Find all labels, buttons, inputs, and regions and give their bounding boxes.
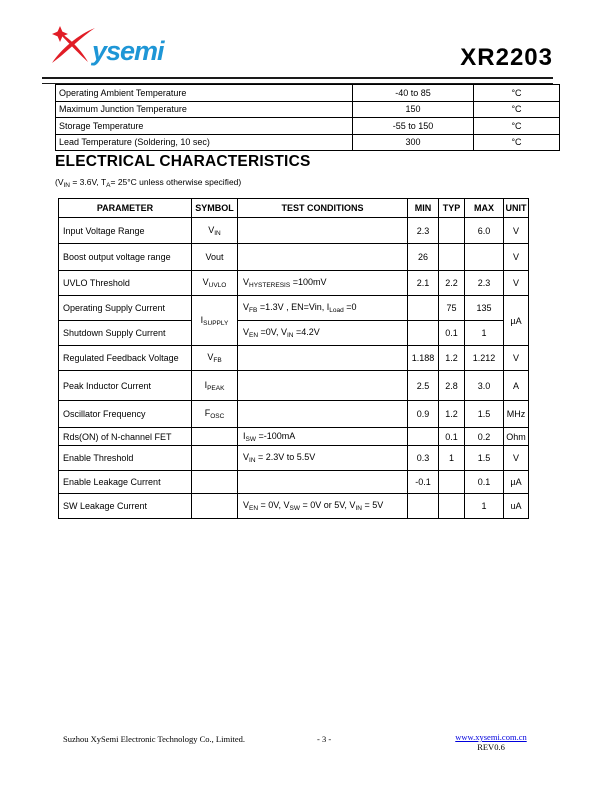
part-number: XR2203 [460,44,553,71]
typ-cell: 1 [439,446,465,471]
abs-unit-cell: °C [474,134,560,151]
max-cell: 1 [465,494,504,519]
max-cell [465,244,504,271]
website-link[interactable]: www.xysemi.com.cn [455,732,527,742]
table-row [59,494,529,519]
conditions-cell [238,346,408,371]
conditions-cell: $V_{FB} =1.3V$ , EN=Vin, $I_{Load} =0$ [238,296,408,321]
abs-value-cell: -40 to 85 [353,85,474,102]
table-row [56,118,560,135]
min-cell: 1.188 [408,346,439,371]
conditions-cell [238,401,408,428]
max-cell: 0.1 [465,471,504,494]
min-cell: 0.3 [408,446,439,471]
column-header: TYP [439,199,465,218]
abs-param-cell: Maximum Junction Temperature [56,101,353,118]
max-cell: 135 [465,296,504,321]
min-cell: 2.1 [408,271,439,296]
abs-unit-cell: °C [474,85,560,102]
conditions-cell: $V_{EN} =0V$, $V_{IN} =4.2V$ [238,321,408,346]
parameter-cell: Oscillator Frequency [59,401,192,428]
conditions-cell: $V_{IN} = 2.3V$ to 5.5V [238,446,408,471]
abs-param-cell: Operating Ambient Temperature [56,85,353,102]
ec-table-body [59,218,529,519]
abs-value-cell: -55 to 150 [353,118,474,135]
unit-cell: V [504,244,529,271]
unit-cell: µA [504,471,529,494]
conditions-cell [238,244,408,271]
unit-cell: MHz [504,401,529,428]
table-row [59,321,529,346]
xysemi-logo-x-icon [49,26,97,66]
column-header: MAX [465,199,504,218]
absolute-maximum-ratings-table [55,84,560,151]
parameter-cell: Input Voltage Range [59,218,192,244]
table-row [59,471,529,494]
min-cell: 0.9 [408,401,439,428]
parameter-cell: Rds(ON) of N-channel FET [59,428,192,446]
typ-cell [439,218,465,244]
symbol-cell: Vout [192,244,238,271]
column-header: MIN [408,199,439,218]
typ-cell [439,244,465,271]
conditions-cell: $V_{HYSTERESIS} =100mV$ [238,271,408,296]
typ-cell [439,471,465,494]
min-cell [408,321,439,346]
conditions-cell: $V_{EN} = 0V$, $V_{SW} = 0V$ or 5V, $V_{IN} = 5V$ [238,494,408,519]
column-header: PARAMETER [59,199,192,218]
max-cell: 6.0 [465,218,504,244]
column-header: TEST CONDITIONS [238,199,408,218]
header-rule [42,77,553,84]
min-cell: -0.1 [408,471,439,494]
table-row [59,428,529,446]
min-cell: 26 [408,244,439,271]
table-row [59,401,529,428]
table-row [59,296,529,321]
table-row [56,134,560,151]
table-row [59,218,529,244]
conditions-cell [238,471,408,494]
table-row [59,244,529,271]
unit-cell: A [504,371,529,401]
column-header: UNIT [504,199,529,218]
unit-cell: V [504,218,529,244]
unit-cell: µA [504,296,529,346]
parameter-cell: Operating Supply Current [59,296,192,321]
symbol-cell: $F_{OSC}$ [192,401,238,428]
symbol-cell [192,428,238,446]
max-cell: 1.5 [465,401,504,428]
max-cell: 1.212 [465,346,504,371]
typ-cell: 2.8 [439,371,465,401]
unit-cell: uA [504,494,529,519]
table-row [59,346,529,371]
unit-cell: V [504,346,529,371]
symbol-cell: $I_{SUPPLY}$ [192,296,238,346]
symbol-cell: $V_{FB}$ [192,346,238,371]
abs-unit-cell: °C [474,101,560,118]
section-subtitle: ($V_{IN} = 3.6V$, $T_A= 25^\circ C$ unless otherwise specified) [55,177,242,189]
abs-value-cell: 300 [353,134,474,151]
max-cell: 2.3 [465,271,504,296]
symbol-cell: $V_{IN}$ [192,218,238,244]
symbol-cell: $I_{PEAK}$ [192,371,238,401]
symbol-cell [192,471,238,494]
electrical-characteristics-table [58,198,529,519]
parameter-cell: Enable Leakage Current [59,471,192,494]
table-row [59,446,529,471]
typ-cell: 0.1 [439,321,465,346]
footer-company: Suzhou XySemi Electronic Technology Co., Limited. [63,734,245,744]
unit-cell: V [504,271,529,296]
footer-page-number: - 3 - [317,734,332,744]
abs-unit-cell: °C [474,118,560,135]
max-cell: 1.5 [465,446,504,471]
symbol-cell: $V_{UVLO}$ [192,271,238,296]
parameter-cell: Regulated Feedback Voltage [59,346,192,371]
typ-cell: 0.1 [439,428,465,446]
min-cell [408,494,439,519]
symbol-cell [192,446,238,471]
conditions-cell: $I_{SW} =-100mA$ [238,428,408,446]
table-row [56,101,560,118]
min-cell: 2.5 [408,371,439,401]
unit-cell: Ohm [504,428,529,446]
parameter-cell: Shutdown Supply Current [59,321,192,346]
table-header-row [59,199,529,218]
xysemi-logo [49,26,164,66]
table-row [59,271,529,296]
abs-param-cell: Storage Temperature [56,118,353,135]
table-row [59,371,529,401]
abs-param-cell: Lead Temperature (Soldering, 10 sec) [56,134,353,151]
logo-wordmark: ysemi [92,36,164,66]
parameter-cell: Peak Inductor Current [59,371,192,401]
unit-cell: V [504,446,529,471]
min-cell: 2.3 [408,218,439,244]
parameter-cell: Enable Threshold [59,446,192,471]
symbol-cell [192,494,238,519]
conditions-cell [238,371,408,401]
section-title: ELECTRICAL CHARACTERISTICS [55,153,311,170]
table-row [56,85,560,102]
parameter-cell: SW Leakage Current [59,494,192,519]
parameter-cell: UVLO Threshold [59,271,192,296]
typ-cell [439,494,465,519]
revision-label: REV0.6 [477,742,505,752]
parameter-cell: Boost output voltage range [59,244,192,271]
max-cell: 3.0 [465,371,504,401]
ec-table-header [59,199,529,218]
column-header: SYMBOL [192,199,238,218]
typ-cell: 2.2 [439,271,465,296]
typ-cell: 75 [439,296,465,321]
typ-cell: 1.2 [439,346,465,371]
conditions-cell [238,218,408,244]
min-cell [408,296,439,321]
footer-right-block [452,732,530,752]
typ-cell: 1.2 [439,401,465,428]
abs-value-cell: 150 [353,101,474,118]
max-cell: 0.2 [465,428,504,446]
min-cell [408,428,439,446]
abs-table-body [56,85,560,151]
max-cell: 1 [465,321,504,346]
